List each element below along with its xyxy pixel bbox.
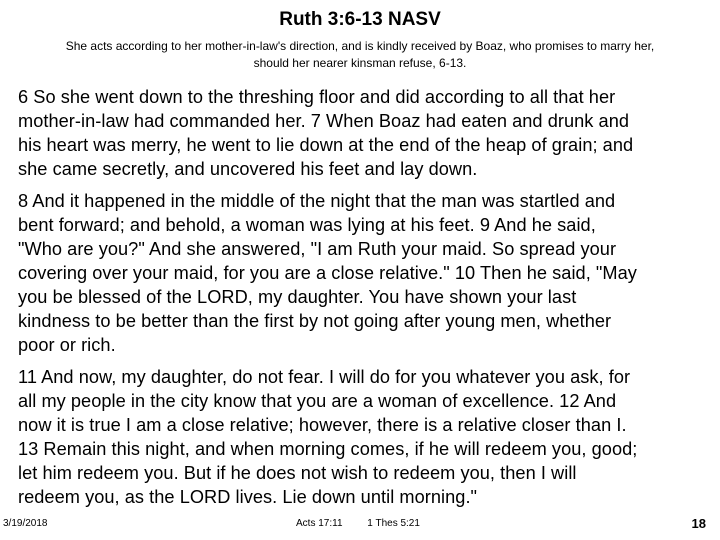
slide-subtitle (10, 38, 710, 72)
text-line: kindness to be better than the first by not going after young men, whether (18, 311, 612, 331)
footer-reference-acts: Acts 17:11 (296, 518, 343, 529)
verse-paragraph-11-13 (18, 365, 708, 509)
text-line: 11 And now, my daughter, do not fear. I will do for you whatever you ask, for (18, 367, 631, 387)
verse-paragraph-8-10 (18, 189, 708, 357)
text-line: mother-in-law had commanded her. 7 When Boaz had eaten and drunk and (18, 111, 630, 131)
text-line: let him redeem you. But if he does not wish to redeem you, then I will (18, 463, 577, 483)
text-line: now it is true I am a close relative; however, there is a relative closer than I. (18, 415, 627, 435)
text-line: 13 Remain this night, and when morning comes, if he will redeem you, good; (18, 439, 638, 459)
text-line: you be blessed of the LORD, my daughter. You have shown your last (18, 287, 577, 307)
text-line: his heart was merry, he went to lie down at the end of the heap of grain; and (18, 135, 634, 155)
slide-title: Ruth 3:6-13 NASV (279, 9, 441, 30)
text-line: 8 And it happened in the middle of the night that the man was startled and (18, 191, 616, 211)
verse-paragraph-6-7 (18, 85, 708, 181)
subtitle-line-2: should her nearer kinsman refuse, 6‑13. (253, 56, 467, 70)
text-line: redeem you, as the LORD lives. Lie down until morning." (18, 487, 478, 507)
text-line: 6 So she went down to the threshing floor and did according to all that her (18, 87, 616, 107)
text-line: covering over your maid, for you are a close relative." 10 Then he said, "May (18, 263, 637, 283)
slide-footer (0, 516, 720, 536)
scripture-body (18, 85, 708, 517)
page-number: 18 (691, 516, 706, 531)
subtitle-line-1: She acts according to her mother‑in‑law's direction, and is kindly received by Boaz, who promises to marry her, (65, 39, 655, 53)
text-line: all my people in the city know that you are a woman of excellence. 12 And (18, 391, 617, 411)
text-line: she came secretly, and uncovered his feet and lay down. (18, 159, 478, 179)
text-line: poor or rich. (18, 335, 116, 355)
footer-references (296, 518, 420, 529)
text-line: bent forward; and behold, a woman was lying at his feet. 9 And he said, (18, 215, 596, 235)
text-line: "Who are you?" And she answered, "I am Ruth your maid. So spread your (18, 239, 617, 259)
footer-date: 3/19/2018 (3, 518, 48, 529)
footer-reference-thes: 1 Thes 5:21 (367, 518, 420, 529)
